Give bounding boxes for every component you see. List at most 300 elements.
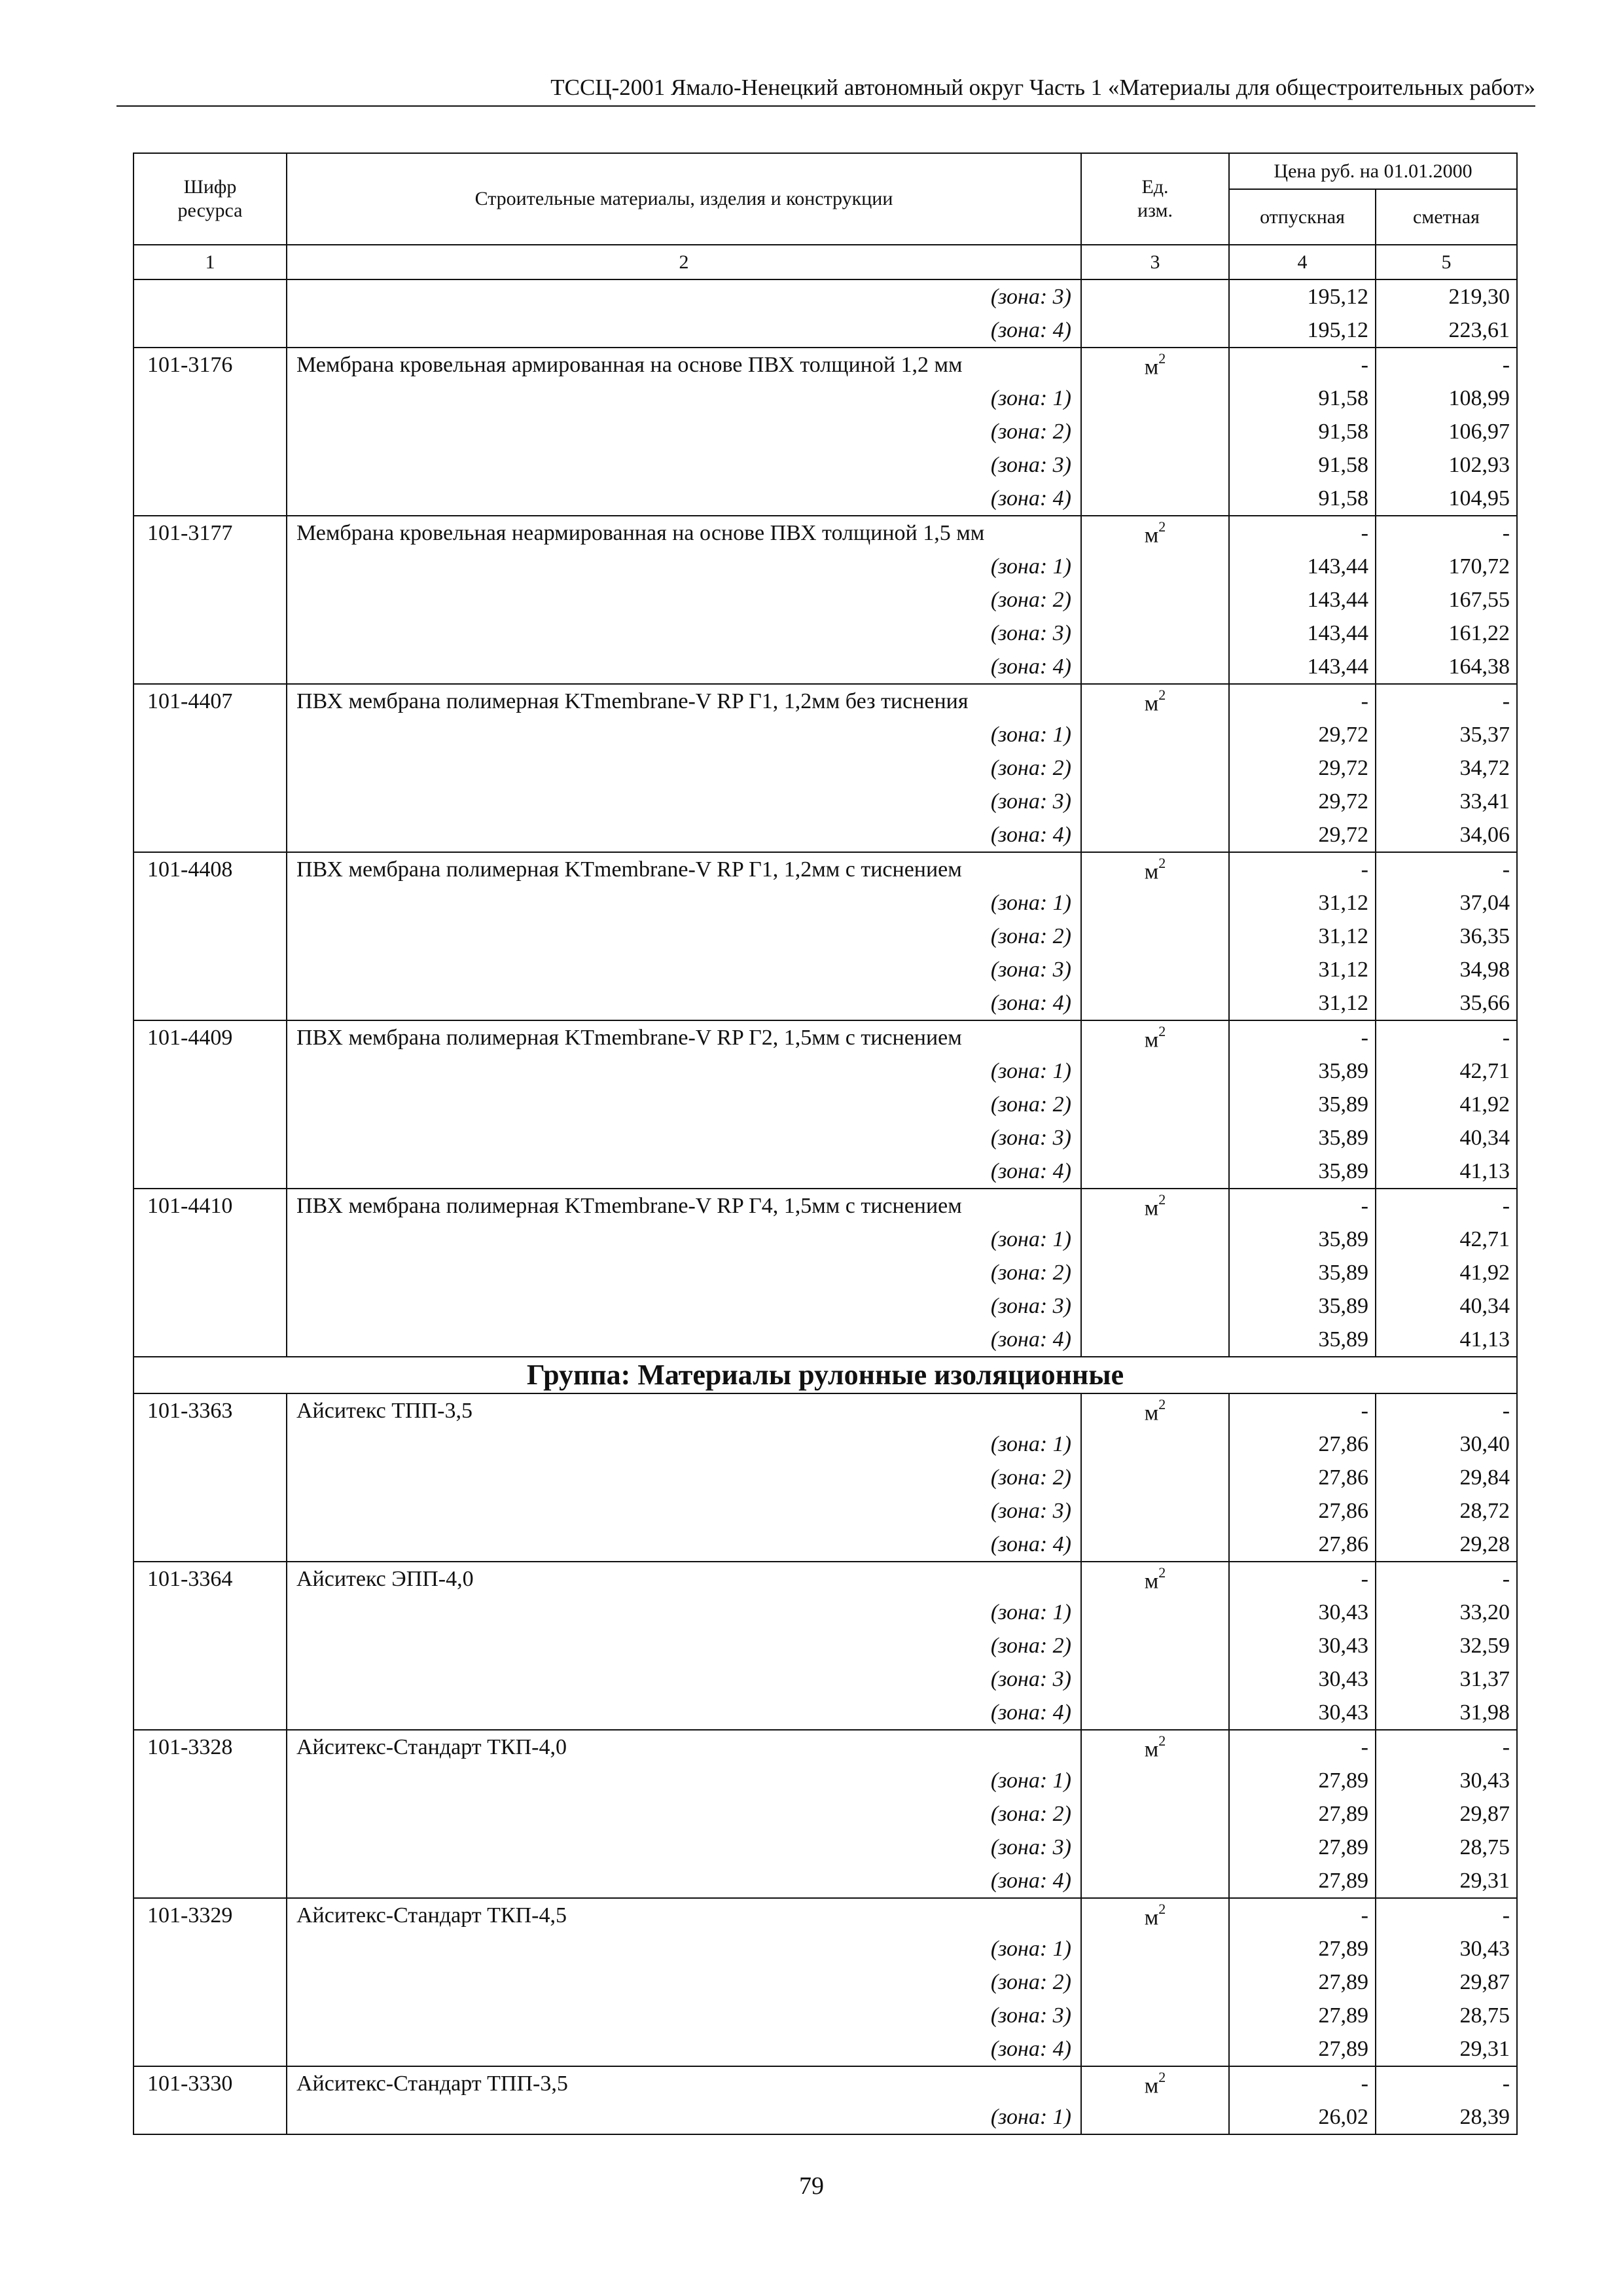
zone-label: (зона: 3)	[287, 448, 1081, 482]
estimate-price: 106,97	[1376, 415, 1517, 448]
zone-label: (зона: 4)	[287, 314, 1081, 348]
table-row	[134, 1864, 1517, 1898]
unit-cell	[1081, 1054, 1229, 1088]
zone-label: (зона: 2)	[287, 1256, 1081, 1289]
unit-exponent: 2	[1158, 855, 1166, 871]
release-price: 143,44	[1229, 650, 1376, 684]
resource-code	[134, 1831, 287, 1864]
estimate-price: -	[1376, 2066, 1517, 2100]
release-price: 35,89	[1229, 1054, 1376, 1088]
estimate-price: 30,43	[1376, 1932, 1517, 1965]
release-price: 31,12	[1229, 920, 1376, 953]
unit-cell	[1081, 1562, 1229, 1596]
column-number: 2	[287, 245, 1081, 279]
estimate-price: -	[1376, 684, 1517, 718]
zone-label: (зона: 3)	[287, 1999, 1081, 2032]
resource-code	[134, 818, 287, 852]
resource-code	[134, 1629, 287, 1662]
release-price: 27,89	[1229, 1932, 1376, 1965]
resource-code	[134, 1596, 287, 1629]
table-row	[134, 1088, 1517, 1121]
table-row	[134, 1662, 1517, 1696]
table-row	[134, 684, 1517, 718]
table-row	[134, 1932, 1517, 1965]
estimate-price: -	[1376, 1020, 1517, 1054]
release-price: 91,58	[1229, 448, 1376, 482]
estimate-price: 34,06	[1376, 818, 1517, 852]
unit-cell	[1081, 1797, 1229, 1831]
resource-code	[134, 1054, 287, 1088]
estimate-price: 167,55	[1376, 583, 1517, 617]
unit-cell	[1081, 1932, 1229, 1965]
unit-cell	[1081, 1629, 1229, 1662]
unit-exponent: 2	[1158, 1191, 1166, 1208]
unit-cell	[1081, 953, 1229, 986]
material-name: Айситекс-Стандарт ТКП-4,0	[287, 1730, 1081, 1764]
table-row	[134, 1999, 1517, 2032]
resource-code	[134, 751, 287, 785]
unit-exponent: 2	[1158, 350, 1166, 367]
group-heading: Группа: Материалы рулонные изоляционные	[134, 1357, 1517, 1393]
estimate-price: 37,04	[1376, 886, 1517, 920]
unit-cell	[1081, 1427, 1229, 1461]
zone-label: (зона: 3)	[287, 279, 1081, 314]
table-row	[134, 1461, 1517, 1494]
unit-cell	[1081, 617, 1229, 650]
table-row	[134, 1427, 1517, 1461]
table-row	[134, 1189, 1517, 1223]
estimate-price: -	[1376, 1562, 1517, 1596]
running-header: ТССЦ-2001 Ямало-Ненецкий автономный округ Часть 1 «Материалы для общестроительных работ»	[550, 75, 1535, 100]
unit-cell	[1081, 1596, 1229, 1629]
release-price: 29,72	[1229, 785, 1376, 818]
column-number: 4	[1229, 245, 1376, 279]
table-row	[134, 852, 1517, 886]
table-row	[134, 1730, 1517, 1764]
zone-label: (зона: 1)	[287, 550, 1081, 583]
zone-label: (зона: 1)	[287, 1932, 1081, 1965]
table-row	[134, 2066, 1517, 2100]
table-row	[134, 1831, 1517, 1864]
table-row	[134, 583, 1517, 617]
estimate-price: -	[1376, 516, 1517, 550]
release-price: 195,12	[1229, 279, 1376, 314]
table-row	[134, 785, 1517, 818]
unit-cell	[1081, 1289, 1229, 1323]
estimate-price: 34,98	[1376, 953, 1517, 986]
group-heading-row	[134, 1357, 1517, 1393]
estimate-price: 33,20	[1376, 1596, 1517, 1629]
table-row	[134, 1223, 1517, 1256]
col-header-unit: Ед. изм.	[1081, 153, 1229, 245]
zone-label: (зона: 2)	[287, 1965, 1081, 1999]
resource-code	[134, 617, 287, 650]
unit-label: м	[1144, 2073, 1159, 2098]
col-header-code: Шифр ресурса	[134, 153, 287, 245]
resource-code	[134, 2032, 287, 2066]
resource-code	[134, 953, 287, 986]
unit-cell	[1081, 1898, 1229, 1932]
unit-cell	[1081, 1764, 1229, 1797]
unit-cell	[1081, 1864, 1229, 1898]
table-row	[134, 1020, 1517, 1054]
unit-label: м	[1144, 859, 1159, 884]
resource-code: 101-4410	[134, 1189, 287, 1223]
resource-code	[134, 1864, 287, 1898]
zone-label: (зона: 1)	[287, 1427, 1081, 1461]
col-header-estimate-price: сметная	[1376, 189, 1517, 245]
unit-cell	[1081, 382, 1229, 415]
resource-code	[134, 886, 287, 920]
release-price: 27,89	[1229, 1831, 1376, 1864]
resource-code	[134, 448, 287, 482]
zone-label: (зона: 2)	[287, 1461, 1081, 1494]
page-number: 79	[799, 2172, 824, 2200]
resource-code	[134, 1965, 287, 1999]
table-row	[134, 1562, 1517, 1596]
estimate-price: 29,31	[1376, 2032, 1517, 2066]
estimate-price: 35,66	[1376, 986, 1517, 1020]
estimate-price: 42,71	[1376, 1054, 1517, 1088]
table-row	[134, 1393, 1517, 1427]
table-row	[134, 1629, 1517, 1662]
release-price: 91,58	[1229, 415, 1376, 448]
zone-label: (зона: 4)	[287, 1696, 1081, 1730]
unit-cell	[1081, 1223, 1229, 1256]
resource-code: 101-4407	[134, 684, 287, 718]
release-price: 27,89	[1229, 1864, 1376, 1898]
table-row	[134, 1898, 1517, 1932]
zone-label: (зона: 4)	[287, 986, 1081, 1020]
table-row	[134, 650, 1517, 684]
estimate-price: 41,13	[1376, 1323, 1517, 1357]
resource-code	[134, 415, 287, 448]
table-row	[134, 1596, 1517, 1629]
unit-cell	[1081, 516, 1229, 550]
unit-cell	[1081, 1461, 1229, 1494]
table-row	[134, 279, 1517, 314]
material-name: Айситекс-Стандарт ТКП-4,5	[287, 1898, 1081, 1932]
resource-code	[134, 1323, 287, 1357]
release-price: 27,89	[1229, 1797, 1376, 1831]
release-price: -	[1229, 852, 1376, 886]
unit-label: м	[1144, 1905, 1159, 1930]
unit-label: м	[1144, 1737, 1159, 1762]
estimate-price: 42,71	[1376, 1223, 1517, 1256]
estimate-price: 31,37	[1376, 1662, 1517, 1696]
release-price: -	[1229, 1020, 1376, 1054]
release-price: 35,89	[1229, 1088, 1376, 1121]
unit-cell	[1081, 886, 1229, 920]
estimate-price: -	[1376, 348, 1517, 382]
material-name: ПВХ мембрана полимерная KTmembrane-V RP Г4, 1,5мм с тиснением	[287, 1189, 1081, 1223]
estimate-price: -	[1376, 1730, 1517, 1764]
release-price: 29,72	[1229, 751, 1376, 785]
resource-code: 101-3330	[134, 2066, 287, 2100]
table-body	[134, 279, 1517, 2134]
release-price: -	[1229, 1562, 1376, 1596]
release-price: 30,43	[1229, 1696, 1376, 1730]
unit-exponent: 2	[1158, 1564, 1166, 1581]
release-price: 27,86	[1229, 1528, 1376, 1562]
resource-code	[134, 1256, 287, 1289]
release-price: 35,89	[1229, 1121, 1376, 1155]
release-price: -	[1229, 1730, 1376, 1764]
table-row	[134, 886, 1517, 920]
zone-label: (зона: 1)	[287, 886, 1081, 920]
zone-label: (зона: 4)	[287, 818, 1081, 852]
release-price: 35,89	[1229, 1289, 1376, 1323]
estimate-price: 41,13	[1376, 1155, 1517, 1189]
table-row	[134, 1797, 1517, 1831]
material-name: Айситекс ТПП-3,5	[287, 1393, 1081, 1427]
table-row	[134, 818, 1517, 852]
release-price: 31,12	[1229, 953, 1376, 986]
resource-code	[134, 583, 287, 617]
zone-label: (зона: 2)	[287, 415, 1081, 448]
unit-exponent: 2	[1158, 1396, 1166, 1412]
table-row	[134, 953, 1517, 986]
release-price: 35,89	[1229, 1155, 1376, 1189]
release-price: 29,72	[1229, 818, 1376, 852]
estimate-price: 31,98	[1376, 1696, 1517, 1730]
unit-label: м	[1144, 523, 1159, 548]
resource-code	[134, 785, 287, 818]
resource-code: 101-3364	[134, 1562, 287, 1596]
unit-cell	[1081, 1088, 1229, 1121]
unit-label: м	[1144, 1196, 1159, 1221]
unit-cell	[1081, 818, 1229, 852]
release-price: 31,12	[1229, 886, 1376, 920]
zone-label: (зона: 3)	[287, 1121, 1081, 1155]
release-price: -	[1229, 1189, 1376, 1223]
table-row	[134, 1155, 1517, 1189]
material-name: Мембрана кровельная неармированная на основе ПВХ толщиной 1,5 мм	[287, 516, 1081, 550]
zone-label: (зона: 1)	[287, 1764, 1081, 1797]
unit-cell	[1081, 2100, 1229, 2134]
unit-cell	[1081, 785, 1229, 818]
resource-code	[134, 1461, 287, 1494]
col-header-release-price: отпускная	[1229, 189, 1376, 245]
resource-code	[134, 650, 287, 684]
zone-label: (зона: 1)	[287, 2100, 1081, 2134]
estimate-price: -	[1376, 1189, 1517, 1223]
release-price: 30,43	[1229, 1662, 1376, 1696]
table-row	[134, 550, 1517, 583]
resource-code	[134, 482, 287, 516]
unit-cell	[1081, 986, 1229, 1020]
resource-code	[134, 1088, 287, 1121]
resource-code	[134, 1155, 287, 1189]
release-price: 30,43	[1229, 1596, 1376, 1629]
zone-label: (зона: 1)	[287, 1054, 1081, 1088]
table-row	[134, 448, 1517, 482]
column-number-row	[134, 245, 1517, 279]
table-row	[134, 1289, 1517, 1323]
zone-label: (зона: 2)	[287, 751, 1081, 785]
unit-cell	[1081, 1189, 1229, 1223]
table-row	[134, 382, 1517, 415]
resource-code	[134, 1223, 287, 1256]
estimate-price: 32,59	[1376, 1629, 1517, 1662]
release-price: 143,44	[1229, 583, 1376, 617]
estimate-price: 28,72	[1376, 1494, 1517, 1528]
zone-label: (зона: 4)	[287, 1528, 1081, 1562]
resource-code	[134, 1427, 287, 1461]
release-price: -	[1229, 1393, 1376, 1427]
unit-exponent: 2	[1158, 518, 1166, 535]
unit-cell	[1081, 920, 1229, 953]
table-row	[134, 920, 1517, 953]
table-row	[134, 617, 1517, 650]
zone-label: (зона: 2)	[287, 583, 1081, 617]
table-row	[134, 1494, 1517, 1528]
resource-code: 101-3176	[134, 348, 287, 382]
estimate-price: 28,39	[1376, 2100, 1517, 2134]
table-row	[134, 1764, 1517, 1797]
resource-code	[134, 1662, 287, 1696]
zone-label: (зона: 2)	[287, 1088, 1081, 1121]
unit-cell	[1081, 751, 1229, 785]
release-price: -	[1229, 2066, 1376, 2100]
release-price: 91,58	[1229, 382, 1376, 415]
unit-cell	[1081, 1155, 1229, 1189]
unit-cell	[1081, 550, 1229, 583]
release-price: 35,89	[1229, 1323, 1376, 1357]
unit-cell	[1081, 1831, 1229, 1864]
zone-label: (зона: 3)	[287, 953, 1081, 986]
estimate-price: -	[1376, 852, 1517, 886]
estimate-price: 29,28	[1376, 1528, 1517, 1562]
resource-code	[134, 1696, 287, 1730]
estimate-price: 29,87	[1376, 1797, 1517, 1831]
table-row	[134, 986, 1517, 1020]
release-price: 195,12	[1229, 314, 1376, 348]
estimate-price: 104,95	[1376, 482, 1517, 516]
unit-cell	[1081, 448, 1229, 482]
unit-cell	[1081, 1662, 1229, 1696]
release-price: 27,89	[1229, 1999, 1376, 2032]
unit-cell	[1081, 279, 1229, 314]
release-price: -	[1229, 1898, 1376, 1932]
table-row	[134, 348, 1517, 382]
release-price: 143,44	[1229, 617, 1376, 650]
resource-code	[134, 279, 287, 314]
estimate-price: 34,72	[1376, 751, 1517, 785]
material-name: Айситекс-Стандарт ТПП-3,5	[287, 2066, 1081, 2100]
estimate-price: 223,61	[1376, 314, 1517, 348]
estimate-price: 28,75	[1376, 1831, 1517, 1864]
price-table	[133, 152, 1518, 2135]
zone-label: (зона: 1)	[287, 382, 1081, 415]
zone-label: (зона: 4)	[287, 1864, 1081, 1898]
resource-code: 101-3177	[134, 516, 287, 550]
zone-label: (зона: 2)	[287, 1797, 1081, 1831]
resource-code	[134, 314, 287, 348]
zone-label: (зона: 2)	[287, 1629, 1081, 1662]
material-name: Айситекс ЭПП-4,0	[287, 1562, 1081, 1596]
resource-code	[134, 550, 287, 583]
unit-cell	[1081, 348, 1229, 382]
zone-label: (зона: 1)	[287, 718, 1081, 751]
estimate-price: -	[1376, 1898, 1517, 1932]
estimate-price: 170,72	[1376, 550, 1517, 583]
unit-cell	[1081, 1494, 1229, 1528]
unit-cell	[1081, 650, 1229, 684]
resource-code: 101-3363	[134, 1393, 287, 1427]
table-row	[134, 1528, 1517, 1562]
estimate-price: 40,34	[1376, 1121, 1517, 1155]
table-row	[134, 482, 1517, 516]
zone-label: (зона: 4)	[287, 1323, 1081, 1357]
unit-cell	[1081, 482, 1229, 516]
zone-label: (зона: 4)	[287, 1155, 1081, 1189]
resource-code	[134, 1289, 287, 1323]
material-name: ПВХ мембрана полимерная KTmembrane-V RP Г1, 1,2мм без тиснения	[287, 684, 1081, 718]
resource-code: 101-4408	[134, 852, 287, 886]
unit-cell	[1081, 1999, 1229, 2032]
unit-cell	[1081, 1256, 1229, 1289]
release-price: 26,02	[1229, 2100, 1376, 2134]
release-price: 27,89	[1229, 2032, 1376, 2066]
zone-label: (зона: 4)	[287, 2032, 1081, 2066]
unit-cell	[1081, 2032, 1229, 2066]
release-price: 31,12	[1229, 986, 1376, 1020]
material-name: ПВХ мембрана полимерная KTmembrane-V RP Г2, 1,5мм с тиснением	[287, 1020, 1081, 1054]
unit-cell	[1081, 583, 1229, 617]
estimate-price: 33,41	[1376, 785, 1517, 818]
unit-cell	[1081, 1528, 1229, 1562]
estimate-price: 28,75	[1376, 1999, 1517, 2032]
estimate-price: 29,84	[1376, 1461, 1517, 1494]
zone-label: (зона: 3)	[287, 1289, 1081, 1323]
zone-label: (зона: 3)	[287, 1831, 1081, 1864]
estimate-price: 30,43	[1376, 1764, 1517, 1797]
estimate-price: 35,37	[1376, 718, 1517, 751]
unit-label: м	[1144, 691, 1159, 716]
unit-cell	[1081, 1965, 1229, 1999]
estimate-price: -	[1376, 1393, 1517, 1427]
estimate-price: 108,99	[1376, 382, 1517, 415]
resource-code: 101-4409	[134, 1020, 287, 1054]
table-row	[134, 1054, 1517, 1088]
zone-label: (зона: 3)	[287, 1494, 1081, 1528]
unit-exponent: 2	[1158, 2069, 1166, 2085]
resource-code	[134, 1797, 287, 1831]
zone-label: (зона: 1)	[287, 1596, 1081, 1629]
unit-cell	[1081, 415, 1229, 448]
estimate-price: 36,35	[1376, 920, 1517, 953]
table-row	[134, 718, 1517, 751]
release-price: -	[1229, 516, 1376, 550]
table-row	[134, 1323, 1517, 1357]
col-header-name: Строительные материалы, изделия и конструкции	[287, 153, 1081, 245]
table-row	[134, 2100, 1517, 2134]
unit-label: м	[1144, 1569, 1159, 1594]
estimate-price: 161,22	[1376, 617, 1517, 650]
table-row	[134, 415, 1517, 448]
release-price: -	[1229, 684, 1376, 718]
header-rule	[116, 105, 1535, 107]
unit-exponent: 2	[1158, 1901, 1166, 1917]
resource-code	[134, 1764, 287, 1797]
unit-cell	[1081, 684, 1229, 718]
resource-code	[134, 1121, 287, 1155]
table-row	[134, 1696, 1517, 1730]
release-price: 27,89	[1229, 1965, 1376, 1999]
table-row	[134, 1256, 1517, 1289]
estimate-price: 29,87	[1376, 1965, 1517, 1999]
